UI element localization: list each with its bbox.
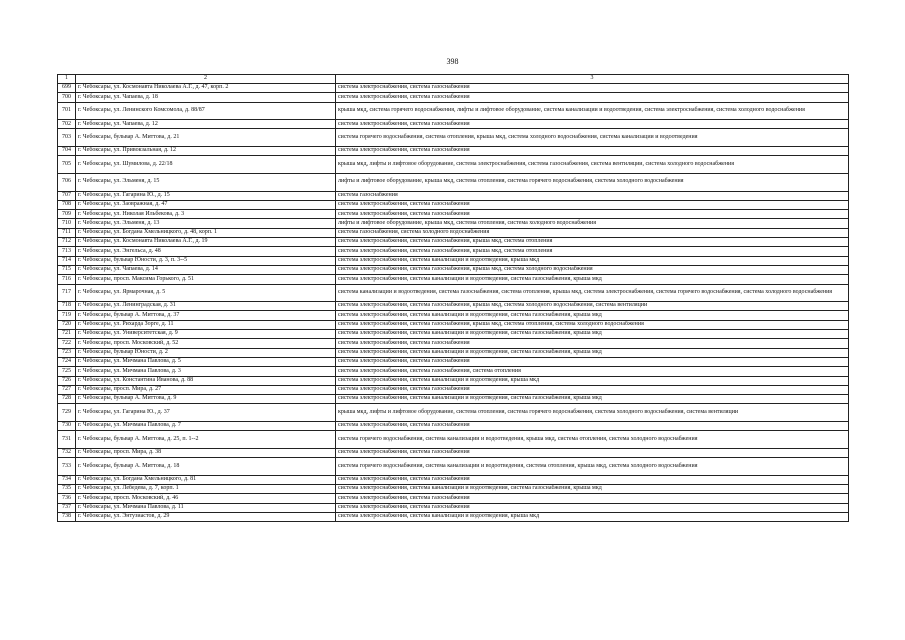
table-row	[58, 256, 849, 265]
row-number-cell: 701	[58, 102, 76, 120]
row-number-cell: 719	[58, 311, 76, 320]
table-row	[58, 284, 849, 302]
systems-cell: система электроснабжения, система газоснабжения, крыша мкд, система отопления, система холодного водоснабжения	[336, 320, 849, 329]
row-number-cell: 738	[58, 512, 76, 521]
table-row	[58, 238, 849, 247]
table-row	[58, 348, 849, 357]
table-row	[58, 210, 849, 219]
table-row	[58, 357, 849, 366]
systems-cell: система электроснабжения, система газоснабжения, система отопления	[336, 367, 849, 376]
row-number-cell: 730	[58, 421, 76, 430]
address-cell: г. Чебоксары, ул. Энгельса, д. 48	[76, 247, 336, 256]
systems-cell: система электроснабжения, система газоснабжения, крыша мкд, система отопления	[336, 238, 849, 247]
table-row	[58, 120, 849, 129]
address-cell: г. Чебоксары, бульвар А. Миттова, д. 18	[76, 458, 336, 476]
row-number-cell: 725	[58, 367, 76, 376]
table-row	[58, 512, 849, 521]
systems-cell: система электроснабжения, система газоснабжения	[336, 210, 849, 219]
row-number-cell: 734	[58, 475, 76, 484]
row-number-cell: 712	[58, 238, 76, 247]
systems-cell: система электроснабжения, система газоснабжения	[336, 448, 849, 457]
systems-cell: система электроснабжения, система канализации и водоотведения, система газоснабжения, крыша мкд	[336, 485, 849, 494]
address-cell: г. Чебоксары, ул. Константина Иванова, д. 88	[76, 376, 336, 385]
table-row	[58, 129, 849, 147]
row-number-cell: 706	[58, 173, 76, 191]
table-row	[58, 93, 849, 102]
table-header-row	[58, 75, 849, 84]
table-row	[58, 395, 849, 404]
address-cell: г. Чебоксары, ул. Гагарина Ю., д. 37	[76, 404, 336, 422]
table-row	[58, 376, 849, 385]
systems-cell: система электроснабжения, система газоснабжения	[336, 475, 849, 484]
address-cell: г. Чебоксары, ул. Рихарда Зорге, д. 11	[76, 320, 336, 329]
systems-cell: система электроснабжения, система газоснабжения	[336, 503, 849, 512]
table-row	[58, 191, 849, 200]
address-cell: г. Чебоксары, ул. Мичмана Павлова, д. 5	[76, 357, 336, 366]
address-cell: г. Чебоксары, ул. Лебедева, д. 7, корп. 1	[76, 485, 336, 494]
address-cell: г. Чебоксары, бульвар А. Миттова, д. 37	[76, 311, 336, 320]
table-row	[58, 84, 849, 93]
row-number-cell: 727	[58, 385, 76, 394]
table-row	[58, 431, 849, 449]
row-number-cell: 728	[58, 395, 76, 404]
address-cell: г. Чебоксары, бульвар А. Миттова, д. 25, п. 1--2	[76, 431, 336, 449]
row-number-cell: 709	[58, 210, 76, 219]
systems-cell: система электроснабжения, система газоснабжения	[336, 494, 849, 503]
systems-cell: лифты и лифтовое оборудование, крыша мкд, система отопления, система холодного водоснабжения	[336, 219, 849, 228]
table-row	[58, 404, 849, 422]
table-body	[58, 75, 849, 522]
address-cell: г. Чебоксары, ул. Богдана Хмельницкого, д. 48, корп. 1	[76, 228, 336, 237]
address-cell: г. Чебоксары, ул. Привокзальная, д. 12	[76, 147, 336, 156]
table-row	[58, 302, 849, 311]
address-cell: г. Чебоксары, ул. Мичмана Павлова, д. 3	[76, 367, 336, 376]
address-cell: г. Чебоксары, ул. Шумилова, д. 22/18	[76, 156, 336, 174]
row-number-cell: 724	[58, 357, 76, 366]
table-row	[58, 330, 849, 339]
address-cell: г. Чебоксары, бульвар А. Миттова, д. 21	[76, 129, 336, 147]
row-number-cell: 702	[58, 120, 76, 129]
address-cell: г. Чебоксары, ул. Мичмана Павлова, д. 11	[76, 503, 336, 512]
systems-cell: система электроснабжения, система газоснабжения	[336, 385, 849, 394]
address-cell: г. Чебоксары, бульвар Юности, д. 3, п. 3--5	[76, 256, 336, 265]
address-cell: г. Чебоксары, бульвар Юности, д. 2	[76, 348, 336, 357]
address-cell: г. Чебоксары, ул. Космонавта Николаева А.Г., д. 47, корп. 2	[76, 84, 336, 93]
address-cell: г. Чебоксары, ул. Николая Ильбекова, д. 3	[76, 210, 336, 219]
address-cell: г. Чебоксары, ул. Ленинского Комсомола, д. 88/87	[76, 102, 336, 120]
table-row	[58, 275, 849, 284]
systems-cell: лифты и лифтовое оборудование, крыша мкд, система отопления, система горячего водоснабжения, система холодного водоснабжения	[336, 173, 849, 191]
row-number-cell: 731	[58, 431, 76, 449]
systems-cell: система электроснабжения, система газоснабжения	[336, 120, 849, 129]
row-number-cell: 715	[58, 265, 76, 274]
row-number-cell: 707	[58, 191, 76, 200]
row-number-cell: 704	[58, 147, 76, 156]
table-row	[58, 475, 849, 484]
systems-cell: система электроснабжения, система газоснабжения	[336, 339, 849, 348]
buildings-table	[57, 74, 849, 522]
row-number-cell: 729	[58, 404, 76, 422]
address-cell: г. Чебоксары, ул. Чапаева, д. 18	[76, 93, 336, 102]
page-number: 398	[446, 57, 459, 66]
table-row	[58, 421, 849, 430]
systems-cell: система электроснабжения, система газоснабжения	[336, 147, 849, 156]
systems-cell: система горячего водоснабжения, система отопления, крыша мкд, система холодного водоснабжения, система канализации и водоотведения	[336, 129, 849, 147]
address-cell: г. Чебоксары, ул. Университетская, д. 9	[76, 330, 336, 339]
address-cell: г. Чебоксары, просп. Максима Горького, д. 51	[76, 275, 336, 284]
systems-cell: крыша мкд, лифты и лифтовое оборудование, система отопления, система горячего водоснабжения, система холодного водоснабжения, система вентиляции	[336, 404, 849, 422]
systems-cell: система электроснабжения, система газоснабжения	[336, 84, 849, 93]
table-row	[58, 311, 849, 320]
systems-cell: система электроснабжения, система газоснабжения, крыша мкд, система отопления	[336, 247, 849, 256]
address-cell: г. Чебоксары, ул. Гагарина Ю., д. 15	[76, 191, 336, 200]
row-number-cell: 708	[58, 200, 76, 209]
row-number-cell: 705	[58, 156, 76, 174]
address-cell: г. Чебоксары, просп. Московский, д. 52	[76, 339, 336, 348]
row-number-cell: 737	[58, 503, 76, 512]
address-cell: г. Чебоксары, ул. Заовражная, д. 47	[76, 200, 336, 209]
address-cell: г. Чебоксары, ул. Богдана Хмельницкого, д. 81	[76, 475, 336, 484]
row-number-cell: 710	[58, 219, 76, 228]
row-number-cell: 717	[58, 284, 76, 302]
row-number-cell: 699	[58, 84, 76, 93]
systems-cell: система электроснабжения, система канализации и водоотведения, система газоснабжения, крыша мкд	[336, 395, 849, 404]
systems-cell: крыша мкд, система горячего водоснабжения, лифты и лифтовое оборудование, система канализации и водоотведения, система электроснабжения, система холодного водоснабжения	[336, 102, 849, 120]
systems-cell: система горячего водоснабжения, система канализации и водоотведения, система отопления, крыша мкд, система холодного водоснабжения	[336, 458, 849, 476]
column-header-address: 2	[76, 75, 336, 84]
address-cell: г. Чебоксары, ул. Ярмарочная, д. 5	[76, 284, 336, 302]
address-cell: г. Чебоксары, ул. Мичмана Павлова, д. 7	[76, 421, 336, 430]
row-number-cell: 721	[58, 330, 76, 339]
address-cell: г. Чебоксары, ул. Чапаева, д. 12	[76, 120, 336, 129]
table-row	[58, 448, 849, 457]
row-number-cell: 703	[58, 129, 76, 147]
systems-cell: система горячего водоснабжения, система канализации и водоотведения, крыша мкд, система отопления, система холодного водоснабжения	[336, 431, 849, 449]
systems-cell: система электроснабжения, система канализации и водоотведения, система газоснабжения, крыша мкд	[336, 348, 849, 357]
systems-cell: система электроснабжения, система газоснабжения	[336, 357, 849, 366]
systems-cell: крыша мкд, лифты и лифтовое оборудование, система электроснабжения, система газоснабжения, система вентиляции, система холодного водоснабжения	[336, 156, 849, 174]
table-row	[58, 367, 849, 376]
table-row	[58, 265, 849, 274]
table-row	[58, 219, 849, 228]
column-header-number: 1	[58, 75, 76, 84]
systems-cell: система газоснабжения, система холодного водоснабжения	[336, 228, 849, 237]
systems-cell: система электроснабжения, система канализации и водоотведения, система газоснабжения, крыша мкд	[336, 330, 849, 339]
systems-cell: система газоснабжения	[336, 191, 849, 200]
table-row	[58, 156, 849, 174]
row-number-cell: 714	[58, 256, 76, 265]
address-cell: г. Чебоксары, ул. Эльменя, д. 15	[76, 173, 336, 191]
systems-cell: система электроснабжения, система газоснабжения	[336, 93, 849, 102]
row-number-cell: 732	[58, 448, 76, 457]
row-number-cell: 713	[58, 247, 76, 256]
address-cell: г. Чебоксары, ул. Ленинградская, д. 31	[76, 302, 336, 311]
systems-cell: система канализации и водоотведения, система газоснабжения, система отопления, крыша мкд, система электроснабжения, система горячего водоснабжения, система холодного водоснабжения	[336, 284, 849, 302]
table-row	[58, 102, 849, 120]
row-number-cell: 700	[58, 93, 76, 102]
column-header-systems: 3	[336, 75, 849, 84]
systems-cell: система электроснабжения, система канализации и водоотведения, крыша мкд	[336, 376, 849, 385]
address-cell: г. Чебоксары, ул. Энтузиастов, д. 29	[76, 512, 336, 521]
table-row	[58, 147, 849, 156]
systems-cell: система электроснабжения, система газоснабжения	[336, 200, 849, 209]
systems-cell: система электроснабжения, система канализации и водоотведения, система газоснабжения, крыша мкд	[336, 275, 849, 284]
table-row	[58, 503, 849, 512]
row-number-cell: 720	[58, 320, 76, 329]
address-cell: г. Чебоксары, просп. Московский, д. 46	[76, 494, 336, 503]
table-row	[58, 200, 849, 209]
table-row	[58, 247, 849, 256]
row-number-cell: 722	[58, 339, 76, 348]
systems-cell: система электроснабжения, система газоснабжения	[336, 421, 849, 430]
row-number-cell: 726	[58, 376, 76, 385]
row-number-cell: 733	[58, 458, 76, 476]
table-row	[58, 228, 849, 237]
systems-cell: система электроснабжения, система газоснабжения, крыша мкд, система холодного водоснабжения	[336, 265, 849, 274]
systems-cell: система электроснабжения, система газоснабжения, крыша мкд, система холодного водоснабжения, система вентиляции	[336, 302, 849, 311]
table-row	[58, 339, 849, 348]
table-row	[58, 458, 849, 476]
row-number-cell: 736	[58, 494, 76, 503]
address-cell: г. Чебоксары, ул. Чапаева, д. 14	[76, 265, 336, 274]
table-row	[58, 385, 849, 394]
table-row	[58, 320, 849, 329]
row-number-cell: 735	[58, 485, 76, 494]
row-number-cell: 711	[58, 228, 76, 237]
systems-cell: система электроснабжения, система канализации и водоотведения, крыша мкд	[336, 512, 849, 521]
address-cell: г. Чебоксары, просп. Мира, д. 38	[76, 448, 336, 457]
systems-cell: система электроснабжения, система канализации и водоотведения, крыша мкд	[336, 256, 849, 265]
systems-cell: система электроснабжения, система канализации и водоотведения, система газоснабжения, крыша мкд	[336, 311, 849, 320]
table-row	[58, 494, 849, 503]
table-row	[58, 173, 849, 191]
address-cell: г. Чебоксары, просп. Мира, д. 27	[76, 385, 336, 394]
table-row	[58, 485, 849, 494]
address-cell: г. Чебоксары, ул. Эльменя, д. 13	[76, 219, 336, 228]
row-number-cell: 723	[58, 348, 76, 357]
address-cell: г. Чебоксары, ул. Космонавта Николаева А.Г., д. 19	[76, 238, 336, 247]
address-cell: г. Чебоксары, бульвар А. Миттова, д. 9	[76, 395, 336, 404]
row-number-cell: 718	[58, 302, 76, 311]
row-number-cell: 716	[58, 275, 76, 284]
